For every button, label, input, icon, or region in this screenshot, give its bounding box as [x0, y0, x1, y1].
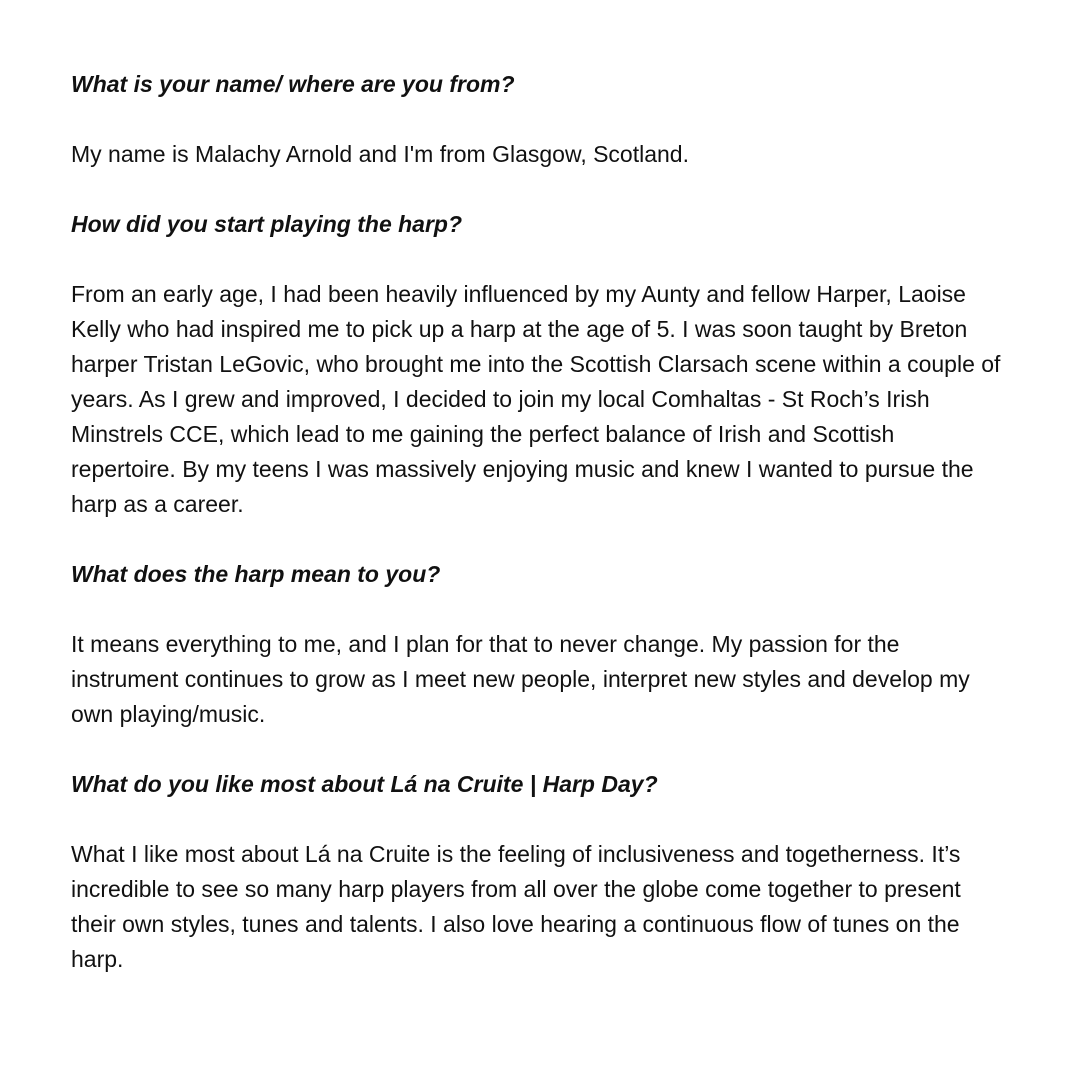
- answer-paragraph: It means everything to me, and I plan for that to never change. My passion for the instrument continues to grow as I meet new people, interpret new styles and develop my own playing/music.: [71, 631, 970, 727]
- interview-document: [71, 67, 1001, 1012]
- question-heading: What does the harp mean to you?: [71, 561, 441, 587]
- answer-paragraph: My name is Malachy Arnold and I'm from Glasgow, Scotland.: [71, 141, 689, 167]
- qa-block-start: [71, 207, 1001, 522]
- question-heading: What do you like most about Lá na Cruite | Harp Day?: [71, 771, 658, 797]
- answer-paragraph: From an early age, I had been heavily influenced by my Aunty and fellow Harper, Laoise Kelly who had inspired me to pick up a harp at the age of 5. I was soon taught by Breton harper Tristan LeGovic, who brought me into the Scottish Clarsach scene within a couple of years. As I grew and improved, I decided to join my local Comhaltas - St Roch’s Irish Minstrels CCE, which lead to me gaining the perfect balance of Irish and Scottish repertoire. By my teens I was massively enjoying music and knew I wanted to pursue the harp as a career.: [71, 281, 1001, 517]
- qa-block-meaning: [71, 557, 1001, 732]
- question-heading: How did you start playing the harp?: [71, 211, 463, 237]
- qa-block-name: [71, 67, 1001, 172]
- answer-paragraph: What I like most about Lá na Cruite is the feeling of inclusiveness and togetherness. It’s incredible to see so many harp players from all over the globe come together to present their own styles, tunes and talents. I also love hearing a continuous flow of tunes on the harp.: [71, 841, 961, 972]
- question-heading: What is your name/ where are you from?: [71, 71, 515, 97]
- qa-block-harp-day: [71, 767, 1001, 977]
